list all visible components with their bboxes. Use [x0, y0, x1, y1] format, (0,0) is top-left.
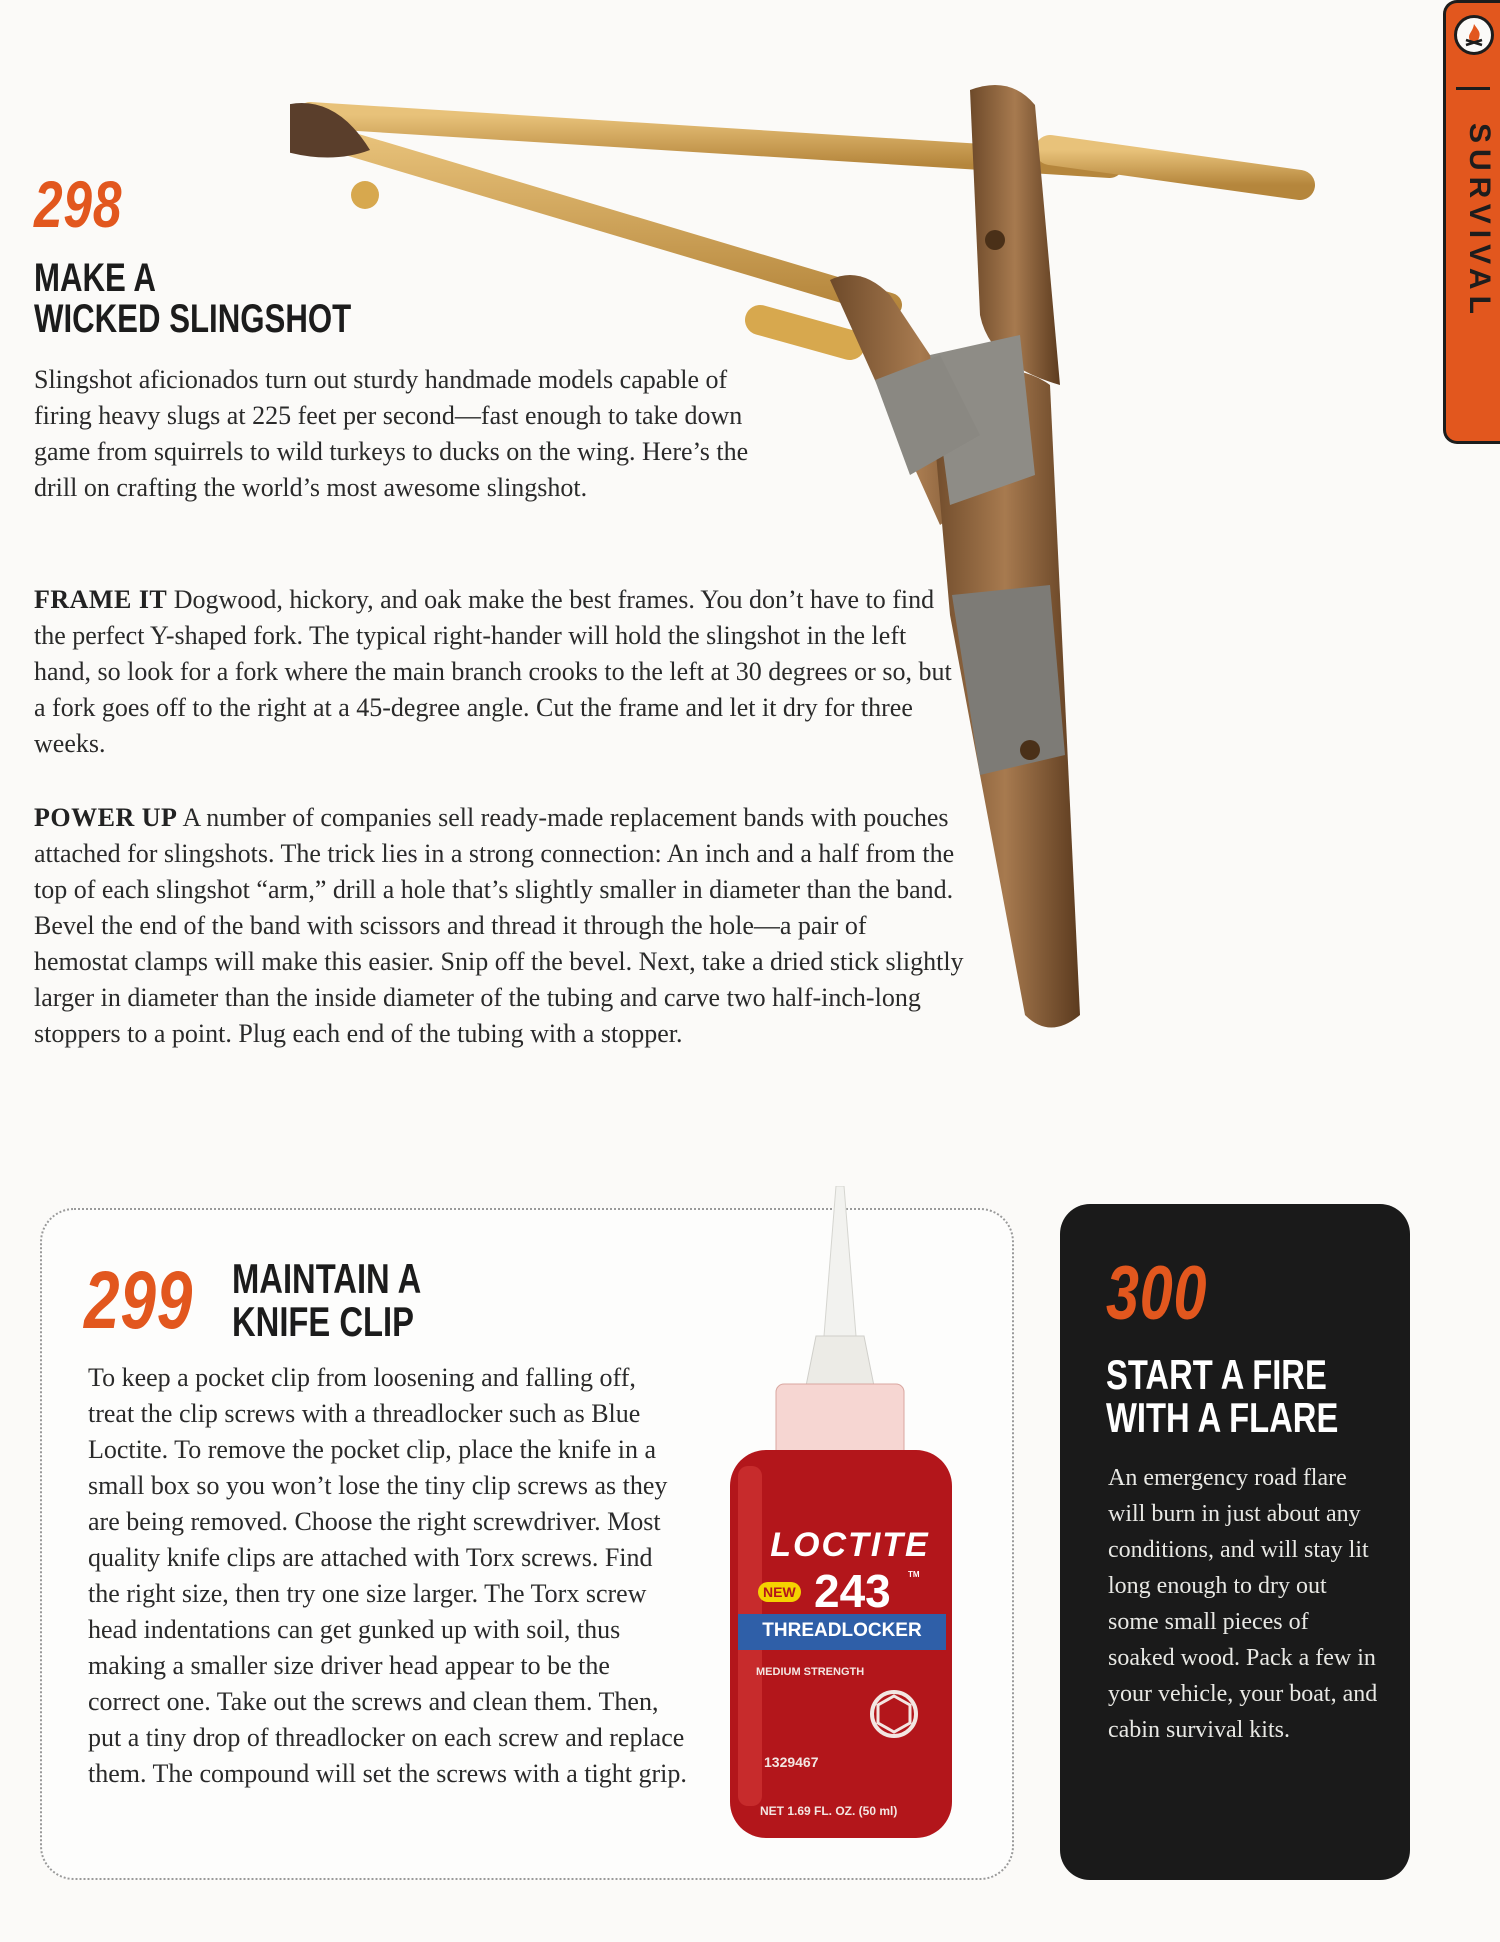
loctite-band-label: THREADLOCKER — [762, 1620, 922, 1641]
tip-300-number: 300 — [1106, 1251, 1208, 1336]
tip-299-number: 299 — [84, 1255, 194, 1346]
power-up-lead: POWER UP — [34, 803, 178, 832]
loctite-new-badge: NEW — [758, 1582, 801, 1602]
tip-299-text: To keep a pocket clip from loosening and falling off, treat the clip screws with a threadlocker such as Blue Loctite. To remove the pocket clip, place the knife in a small box so you won’t lose the tiny clip screws as they are being removed. Choose the right screwdriver. Most quality knife clips are attached with Torx screws. Find the right size, then try one size larger. The Torx screw head indentations can get gunked up with soil, thus making a smaller size driver head appear to be the correct one. Take out the screws and clean them. Then, put a tiny drop of threadlocker on each screw and replace them. The compound will set the screws with a tight grip. — [88, 1363, 687, 1788]
section-tab[interactable] — [1443, 0, 1500, 444]
power-up-text: A number of companies sell ready-made replacement bands with pouches attached for slingshots. The trick lies in a strong connection: An inch and a half from the top of each slingshot “arm,” drill a hole that’s slightly smaller in diameter than the band. Bevel the end of the band with scissors and thread it through the hole—a pair of hemostat clamps will make this easier. Snip off the bevel. Next, take a dried stick slightly larger in diameter than the inside diameter of the tubing and carve two half-inch-long stoppers to a point. Plug each end of the tubing with a stopper. — [34, 803, 964, 1048]
loctite-tm: TM — [908, 1570, 920, 1579]
tip-298-frame-paragraph — [34, 582, 964, 762]
frame-it-text: Dogwood, hickory, and oak make the best frames. You don’t have to find the perfect Y-shaped fork. The typical right-hander will hold the slingshot in the left hand, so look for a fork where the main branch crooks to the left at 30 degrees or so, but a fork goes off to the right at a 45-degree angle. Cut the frame and let it dry for three weeks. — [34, 585, 952, 758]
loctite-part-number: 1329467 — [764, 1754, 819, 1770]
campfire-icon — [1454, 15, 1494, 55]
tab-divider — [1456, 87, 1490, 90]
tip-300-title — [1106, 1351, 1339, 1441]
loctite-number: 243 — [814, 1565, 891, 1617]
section-tab-label: SURVIVAL — [1463, 123, 1496, 320]
loctite-brand: LOCTITE — [770, 1526, 930, 1564]
tip-300-text: An emergency road flare will burn in just about any conditions, and will stay lit long enough to dry out some small pieces of soaked wood. Pack a few in your vehicle, your boat, and cabin survival kits. — [1108, 1465, 1378, 1743]
tip-300-title-line1: START A FIRE — [1106, 1351, 1327, 1398]
frame-it-lead: FRAME IT — [34, 585, 168, 614]
tip-298-power-paragraph — [34, 800, 964, 1052]
tip-298-title-line2: WICKED SLINGSHOT — [34, 296, 352, 341]
tip-298-intro: Slingshot aficionados turn out sturdy handmade models capable of firing heavy slugs at 225 feet per second—fast enough to take down game from squirrels to wild turkeys to ducks on the wing. Here’s the drill on crafting the world’s most awesome slingshot. — [34, 365, 749, 502]
tip-298-title-line1: MAKE A — [34, 256, 156, 300]
tip-298-title — [34, 258, 351, 340]
tip-299-title-line2: KNIFE CLIP — [232, 1297, 415, 1345]
tip-298-number: 298 — [34, 167, 123, 241]
tip-299-title-line1: MAINTAIN A — [232, 1255, 422, 1302]
loctite-strength: MEDIUM STRENGTH — [756, 1666, 865, 1678]
tip-300-title-line2: WITH A FLARE — [1106, 1393, 1339, 1441]
loctite-bottle — [716, 1186, 976, 1846]
loctite-volume: NET 1.69 FL. OZ. (50 ml) — [760, 1804, 898, 1818]
tip-299-title — [232, 1255, 422, 1345]
